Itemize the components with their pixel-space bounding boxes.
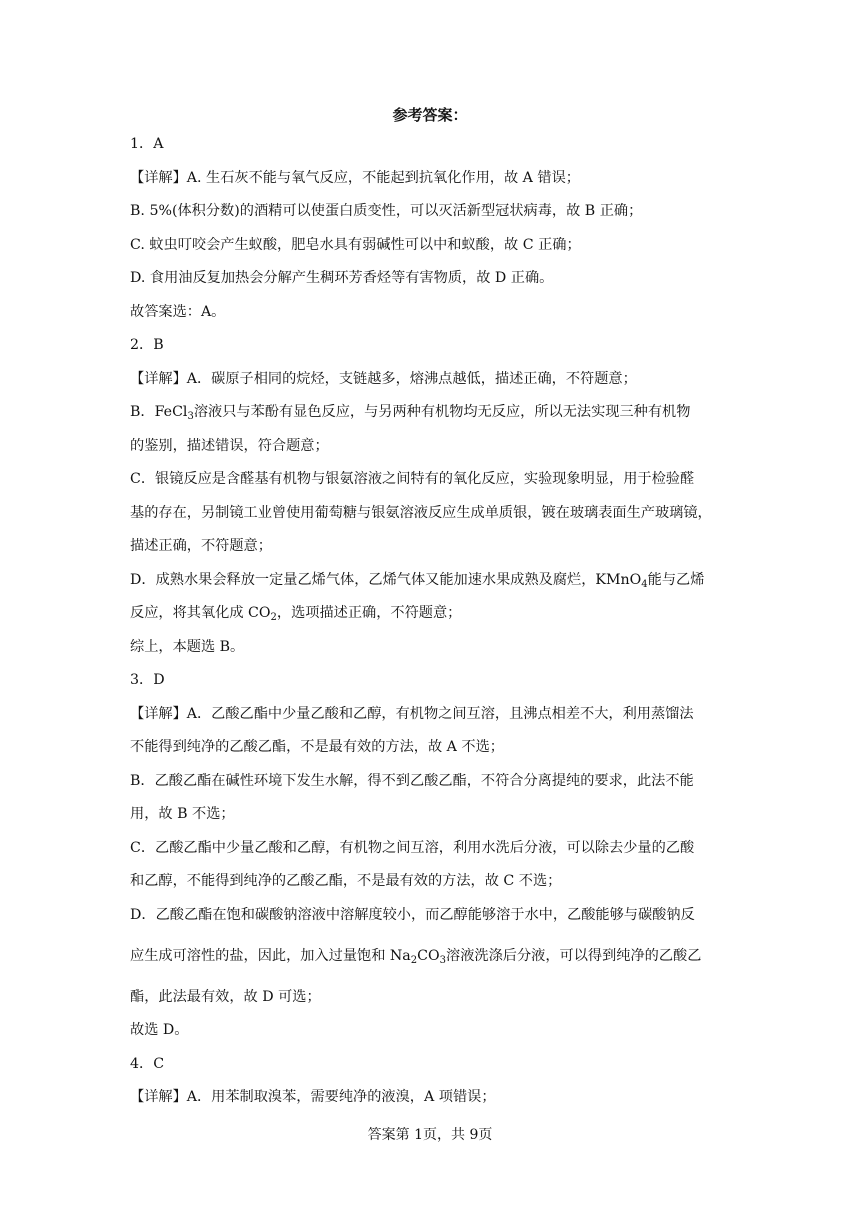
q3-explanation-c: C．乙酸乙酯中少量乙酸和乙醇，有机物之间互溶，利用水洗后分液，可以除去少量的乙酸 (130, 839, 695, 856)
q1-explanation-c: C. 蚊虫叮咬会产生蚁酸，肥皂水具有弱碱性可以中和蚁酸，故 C 正确； (130, 236, 581, 253)
q2-b-text-1: B．FeCl (130, 404, 188, 420)
q2-explanation-c-end: 描述正确，不符题意； (130, 538, 272, 554)
q3-explanation-a-cont: 不能得到纯净的乙酸乙酯，不是最有效的方法，故 A 不选； (130, 739, 504, 755)
answer-number-1: 1．A (130, 136, 164, 152)
answer-content (130, 134, 734, 1107)
q2-explanation-d (130, 570, 734, 590)
q2-explanation-b (130, 402, 734, 422)
q4-explanation-a: 【详解】A．用苯制取溴苯，需要纯净的液溴，A 项错误； (130, 1089, 496, 1105)
q3-d-text-2: 溶液洗涤后分液，可以得到纯净的乙酸乙 (446, 947, 702, 964)
q1-explanation-d: D. 食用油反复加热会分解产生稠环芳香烃等有害物质，故 D 正确。 (130, 270, 554, 286)
q2-conclusion: 综上，本题选 B。 (130, 638, 245, 655)
q3-conclusion: 故选 D。 (130, 1022, 189, 1038)
q1-explanation-a: 【详解】A. 生石灰不能与氧气反应，不能起到抗氧化作用，故 A 错误； (130, 169, 580, 186)
answer-number-3: 3．D (130, 672, 165, 688)
q2-explanation-c-cont: 基的存在，另制镜工业曾使用葡萄糖与银氨溶液反应生成单质银，镀在玻璃表面生产玻璃镜， (130, 504, 712, 521)
q2-d-cont-text-1: 反应，将其氧化成 CO (130, 605, 271, 621)
q3-d-text-mid: CO (417, 947, 440, 964)
q3-explanation-a: 【详解】A．乙酸乙酯中少量乙酸和乙醇，有机物之间互溶，且沸点相差不大，利用蒸馏法 (130, 705, 694, 722)
q1-conclusion: 故答案选：A。 (130, 303, 226, 320)
q2-b-subscript: 3 (187, 411, 194, 422)
q1-explanation-b: B. 5%(体积分数)的酒精可以使蛋白质变性，可以灭活新型冠状病毒，故 B 正确； (130, 203, 643, 219)
q3-explanation-d: D．乙酸乙酯在饱和碳酸钠溶液中溶解度较小，而乙醇能够溶于水中，乙酸能够与碳酸钠反 (130, 906, 695, 923)
q3-d-text-1: 应生成可溶性的盐，因此，加入过量饱和 Na (130, 947, 411, 964)
q3-d-subscript-1: 2 (410, 954, 418, 966)
q2-explanation-a: 【详解】A．碳原子相同的烷烃，支链越多，熔沸点越低，描述正确，不符题意； (130, 370, 637, 387)
q2-explanation-b-cont: 的鉴别，描述错误，符合题意； (130, 437, 329, 454)
q2-b-text-2: 溶液只与苯酚有显色反应，与另两种有机物均无反应，所以无法实现三种有机物 (193, 404, 691, 420)
answer-number-4: 4．C (130, 1055, 165, 1072)
q2-explanation-d-cont (130, 603, 734, 623)
q3-explanation-d-cont (130, 946, 734, 966)
answer-number-2: 2．B (130, 337, 164, 353)
q2-d-subscript: 4 (641, 578, 648, 590)
q3-explanation-d-end: 酯，此法最有效，故 D 可选； (130, 988, 321, 1005)
q3-explanation-b-cont: 用，故 B 不选； (130, 806, 235, 822)
q2-d-cont-subscript: 2 (270, 612, 277, 623)
q2-d-cont-text-2: ，选项描述正确，不符题意； (276, 605, 462, 621)
q2-explanation-c: C．银镜反应是含醛基有机物与银氨溶液之间特有的氧化反应，实验现象明显，用于检验醛 (130, 471, 695, 487)
q3-d-subscript-2: 3 (439, 954, 447, 966)
page-title: 参考答案： (392, 106, 468, 124)
q3-explanation-c-cont: 和乙醇，不能得到纯净的乙酸乙酯，不是最有效的方法，故 C 不选； (130, 873, 562, 889)
page-footer: 答案第 1页，共 9页 (367, 1127, 493, 1143)
q2-d-text-1: D．成熟水果会释放一定量乙烯气体，乙烯气体又能加速水果成熟及腐烂，KMnO (130, 571, 642, 588)
q2-d-text-2: 能与乙烯 (647, 571, 705, 588)
q3-explanation-b: B．乙酸乙酯在碱性环境下发生水解，得不到乙酸乙酯，不符合分离提纯的要求，此法不能 (130, 772, 694, 789)
